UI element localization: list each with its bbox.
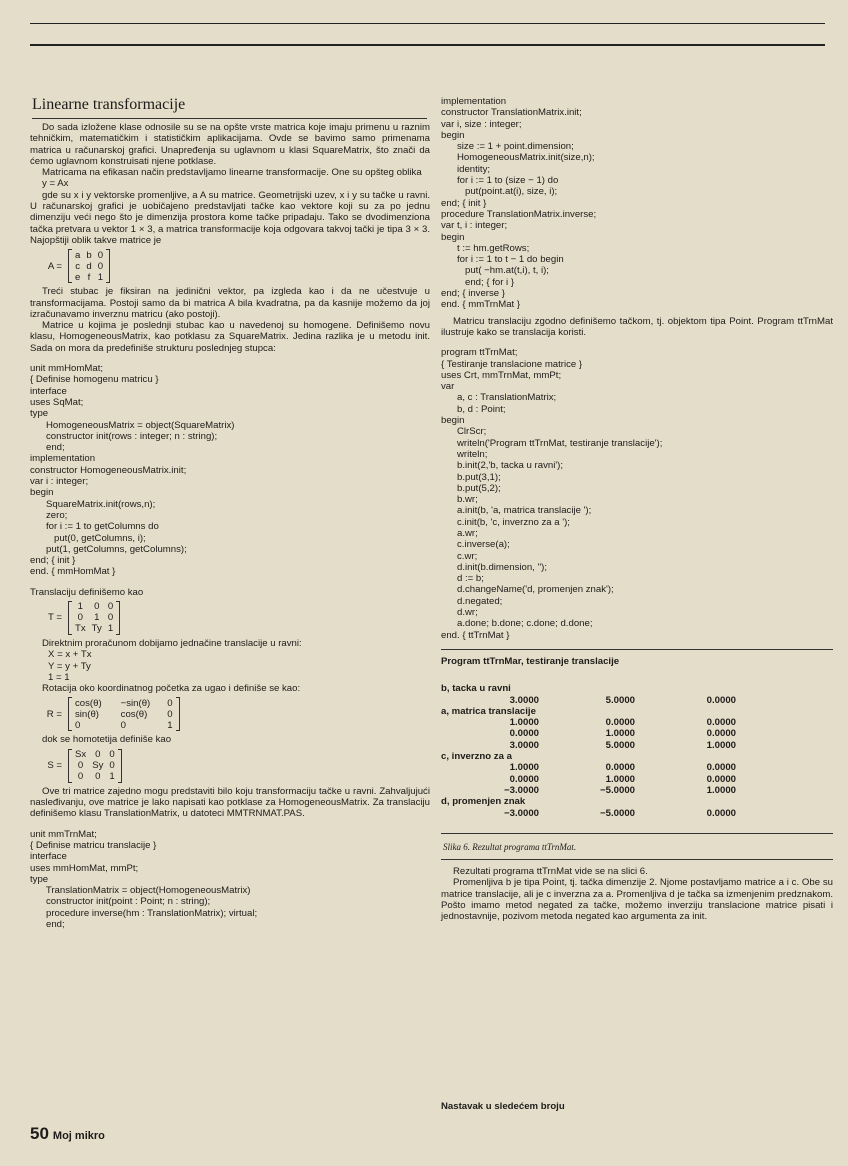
result-row: 0.0000 1.0000 0.0000 — [509, 773, 736, 785]
result-label: a, matrica translacije — [441, 705, 536, 717]
result-label: d, promenjen znak — [441, 796, 526, 808]
body-paragraph: Rotacija oko koordinatnog početka za ugao i definiše se kao: — [42, 683, 301, 695]
matrix-cell: 0 — [97, 260, 104, 272]
matrix-cell: 1 — [77, 601, 83, 613]
results-title: Program ttTrnMar, testiranje translacije — [441, 655, 620, 667]
matrix-label: S = — [47, 760, 62, 772]
result-row: −3.0000 −5.0000 0.0000 — [504, 807, 736, 819]
code-listing-trnmat-implementation: implementation constructor TranslationMatrix.init; var i, size : integer; begin size := 1 + point.dimension; HomogeneousMatrix.init(size,n); identity; for i := 1 to (size − 1) do put(point.at(i), size, i); end; { init } procedure TranslationMatrix.inverse; var t, i : integer; begin t := hm.getRows; for i := 1 to t − 1 do begin put( −hm.at(t,i), t, i); end; { for i } end; { inverse } end. { mmTrnMat } — [441, 96, 597, 311]
body-paragraph: Direktnim proračunom dobijamo jednačine translacije u ravni: — [42, 637, 302, 649]
magazine-name: Moj mikro — [52, 1130, 105, 1142]
body-paragraph: Ove tri matrice zajedno mogu predstaviti bilo koju transformaciju tačke u ravni. Zahvaljujući nasleđivanju, ove matrice je lako napisati kao potklase za HomogeneousMatrix. Za translaciju definišemo klasu TranslationMatrix, u datoteci MMTRNMAT.PAS. — [30, 785, 430, 820]
figure-divider — [441, 833, 833, 834]
page-number: 50 — [30, 1124, 49, 1143]
matrix-cell: 0 — [95, 749, 101, 761]
intro-paragraph: gde su x i y vektorske promenljive, a A su matrice. Geometrijski uzev, x i y su tačke u ravni. U računarskoj grafici je uobičajeno predstavljati tačke kao vektore koji su za po jednu dimenziju veći nego što je dimenzija prostora kome tačke pripadaju. Tako se dvodimenziona tačka pretvara u vektor 1 × 3, a matrica transformacije koja odgovara takvoj tački je tipa 3 × 3. Najopštiji oblik takve matrice je — [30, 189, 430, 246]
caption-divider — [441, 859, 833, 860]
matrix-cell: 0 — [95, 771, 101, 783]
matrix-cell: 0 — [167, 697, 173, 709]
matrix-cell: 0 — [107, 612, 114, 624]
result-label: c, inverzno za a — [441, 751, 512, 763]
left-column — [30, 96, 430, 930]
matrix-cell: 0 — [167, 708, 173, 720]
translation-equations: X = x + Tx Y = y + Ty 1 = 1 — [48, 649, 92, 683]
continued-note: Nastavak u sledećem broju — [441, 1101, 565, 1112]
matrix-cell: cos(θ) — [75, 697, 102, 709]
matrix-cell: Sy — [92, 760, 104, 772]
result-row: −3.0000 −5.0000 1.0000 — [504, 784, 736, 796]
result-label: b, tacka u ravni — [441, 683, 511, 695]
body-line: Translaciju definišemo kao — [30, 586, 144, 598]
matrix-cell: 0 — [77, 760, 84, 772]
matrix-label: A = — [47, 260, 62, 272]
matrix-t — [30, 601, 430, 635]
header-rule — [30, 44, 825, 46]
body-paragraph: Matricu translaciju zgodno definišemo tačkom, tj. objektom tipa Point. Program ttTrnMat ilustruje kako se translacija koristi. — [441, 315, 833, 338]
body-paragraph: Treći stubac je fiksiran na jedinični vektor, pa izgleda kao i da ne učestvuje u transformacijama. Postoji samo da bi matrica A bila kvadratna, pa da kasnije možemo da joj izračunavamo inverznu matricu (ako postoji). — [30, 286, 430, 320]
body-paragraph: Promenljiva b je tipa Point, tj. tačka dimenzije 2. Njome postavljamo matrice a i c. Obe su matrice translacije, ali je c inverzna za a. Promenljiva d je tačka sa izmenjenim predznakom. Pošto imamo metod negated za tačke, možemo inverziju translacione matrice pisati i jednostavnije, pozivom metoda negated kao argumenta za init. — [441, 877, 833, 923]
matrix-cell: e — [75, 271, 81, 283]
matrix-cell: a — [75, 249, 81, 261]
matrix-table — [68, 697, 180, 731]
code-listing-trnmat-interface: unit mmTrnMat; { Definise matricu translacije } interface uses mmHomMat, mmPt; type TranslationMatrix = object(HomogeneousMatrix) constructor init(point : Point; n : string); procedure inverse(hm : TranslationMatrix); virtual; end; — [30, 828, 258, 931]
article-title: Linearne transformacije — [32, 96, 427, 119]
matrix-cell: 0 — [120, 719, 126, 731]
matrix-label: R = — [46, 708, 62, 720]
matrix-cell: 0 — [109, 749, 115, 761]
code-listing-hommat: unit mmHomMat; { Definise homogenu matricu } interface uses SqMat; type HomogeneousMatrix = object(SquareMatrix) constructor init(rows : integer; n : string); end; implementation constructor HomogeneousMatrix.init; var i : integer; begin SquareMatrix.init(rows,n); zero; for i := 1 to getColumns do put(0, getColumns, i); put(1, getColumns, getColumns); end; { init } end. { mmHomMat } — [30, 363, 235, 578]
matrix-cell: 1 — [167, 719, 173, 731]
result-row: 3.0000 5.0000 0.0000 — [509, 694, 736, 706]
matrix-cell: cos(θ) — [120, 708, 148, 720]
matrix-table — [68, 249, 110, 283]
body-paragraph: dok se homotetija definiše kao — [42, 734, 172, 746]
intro-paragraph: Do sada izložene klase odnosile su se na opšte vrste matrica koje imaju primenu u raznim tehničkim, matematičkim i statističkim aplikacijama. Ovde se bavimo samo primenama matrica u računarskoj grafici. Unapređenja su uglavnom u klasi SquareMatrix, što znači da ćemo uglavnom konstruisati njene potklase. — [30, 122, 430, 167]
matrix-cell: Tx — [75, 623, 86, 635]
matrix-cell: 0 — [97, 249, 104, 261]
matrix-r — [30, 697, 430, 731]
intro-paragraph: Matricama na efikasan način predstavljamo linearne transformacije. One su opšteg oblika — [42, 167, 422, 179]
matrix-cell: sin(θ) — [75, 708, 99, 720]
matrix-cell: 0 — [107, 601, 114, 613]
code-listing-tttrnmat: program ttTrnMat; { Testiranje translacione matrice } uses Crt, mmTrnMat, mmPt; var a, c : TranslationMatrix; b, d : Point; begin ClrScr; writeln('Program ttTrnMat, testiranje translacije'); writeln; b.init(2,'b, tacka u ravni'); b.put(3,1); b.put(5,2); b.wr; a.init(b, 'a, matrica translacije '); c.init(b, 'c, inverzno za a '); a.wr; c.inverse(a); c.wr; d.init(b.dimension, ''); d := b; d.changeName('d, promenjen znak'); d.negated; d.wr; a.done; b.done; c.done; d.done; end. { ttTrnMat } — [441, 347, 663, 641]
matrix-cell: 0 — [94, 601, 100, 613]
matrix-cell: 1 — [107, 623, 114, 635]
matrix-cell: Sx — [75, 749, 87, 761]
matrix-cell: b — [86, 249, 92, 261]
matrix-a — [30, 249, 430, 283]
equation-line: y = Ax — [42, 178, 69, 190]
body-paragraph: Rezultati programa ttTrnMat vide se na slici 6. — [453, 866, 648, 878]
matrix-table — [68, 601, 120, 635]
matrix-cell: −sin(θ) — [120, 697, 151, 709]
matrix-cell: 0 — [77, 612, 83, 624]
result-row: 1.0000 0.0000 0.0000 — [509, 762, 736, 774]
matrix-cell: 0 — [77, 771, 84, 783]
matrix-label: T = — [48, 612, 62, 624]
page-footer — [30, 1124, 105, 1144]
matrix-cell: f — [87, 271, 91, 283]
matrix-cell: c — [75, 260, 81, 272]
matrix-cell: 1 — [94, 612, 100, 624]
matrix-s — [30, 749, 430, 783]
section-divider — [441, 649, 833, 650]
matrix-table — [68, 749, 122, 783]
matrix-cell: 0 — [75, 719, 81, 731]
matrix-cell: 1 — [109, 771, 115, 783]
figure-caption: Slika 6. Rezultat programa ttTrnMat. — [443, 841, 577, 852]
result-row: 1.0000 0.0000 0.0000 — [509, 717, 736, 729]
matrix-cell: 1 — [97, 271, 104, 283]
top-rule — [30, 23, 825, 24]
matrix-cell: d — [86, 260, 92, 272]
result-row: 0.0000 1.0000 0.0000 — [509, 728, 736, 740]
matrix-cell: Ty — [91, 623, 102, 635]
body-paragraph: Matrice u kojima je poslednji stubac kao u navedenoj su homogene. Definišemo novu klasu, HomogeneousMatrix, kao potklasu za SquareMatrix. Jedina razlika je u metodu init. Sada on mora da predefiniše strukturu poslednjeg stupca: — [30, 320, 430, 354]
result-row: 3.0000 5.0000 1.0000 — [509, 739, 736, 751]
right-column — [441, 96, 833, 923]
matrix-cell: 0 — [109, 760, 115, 772]
